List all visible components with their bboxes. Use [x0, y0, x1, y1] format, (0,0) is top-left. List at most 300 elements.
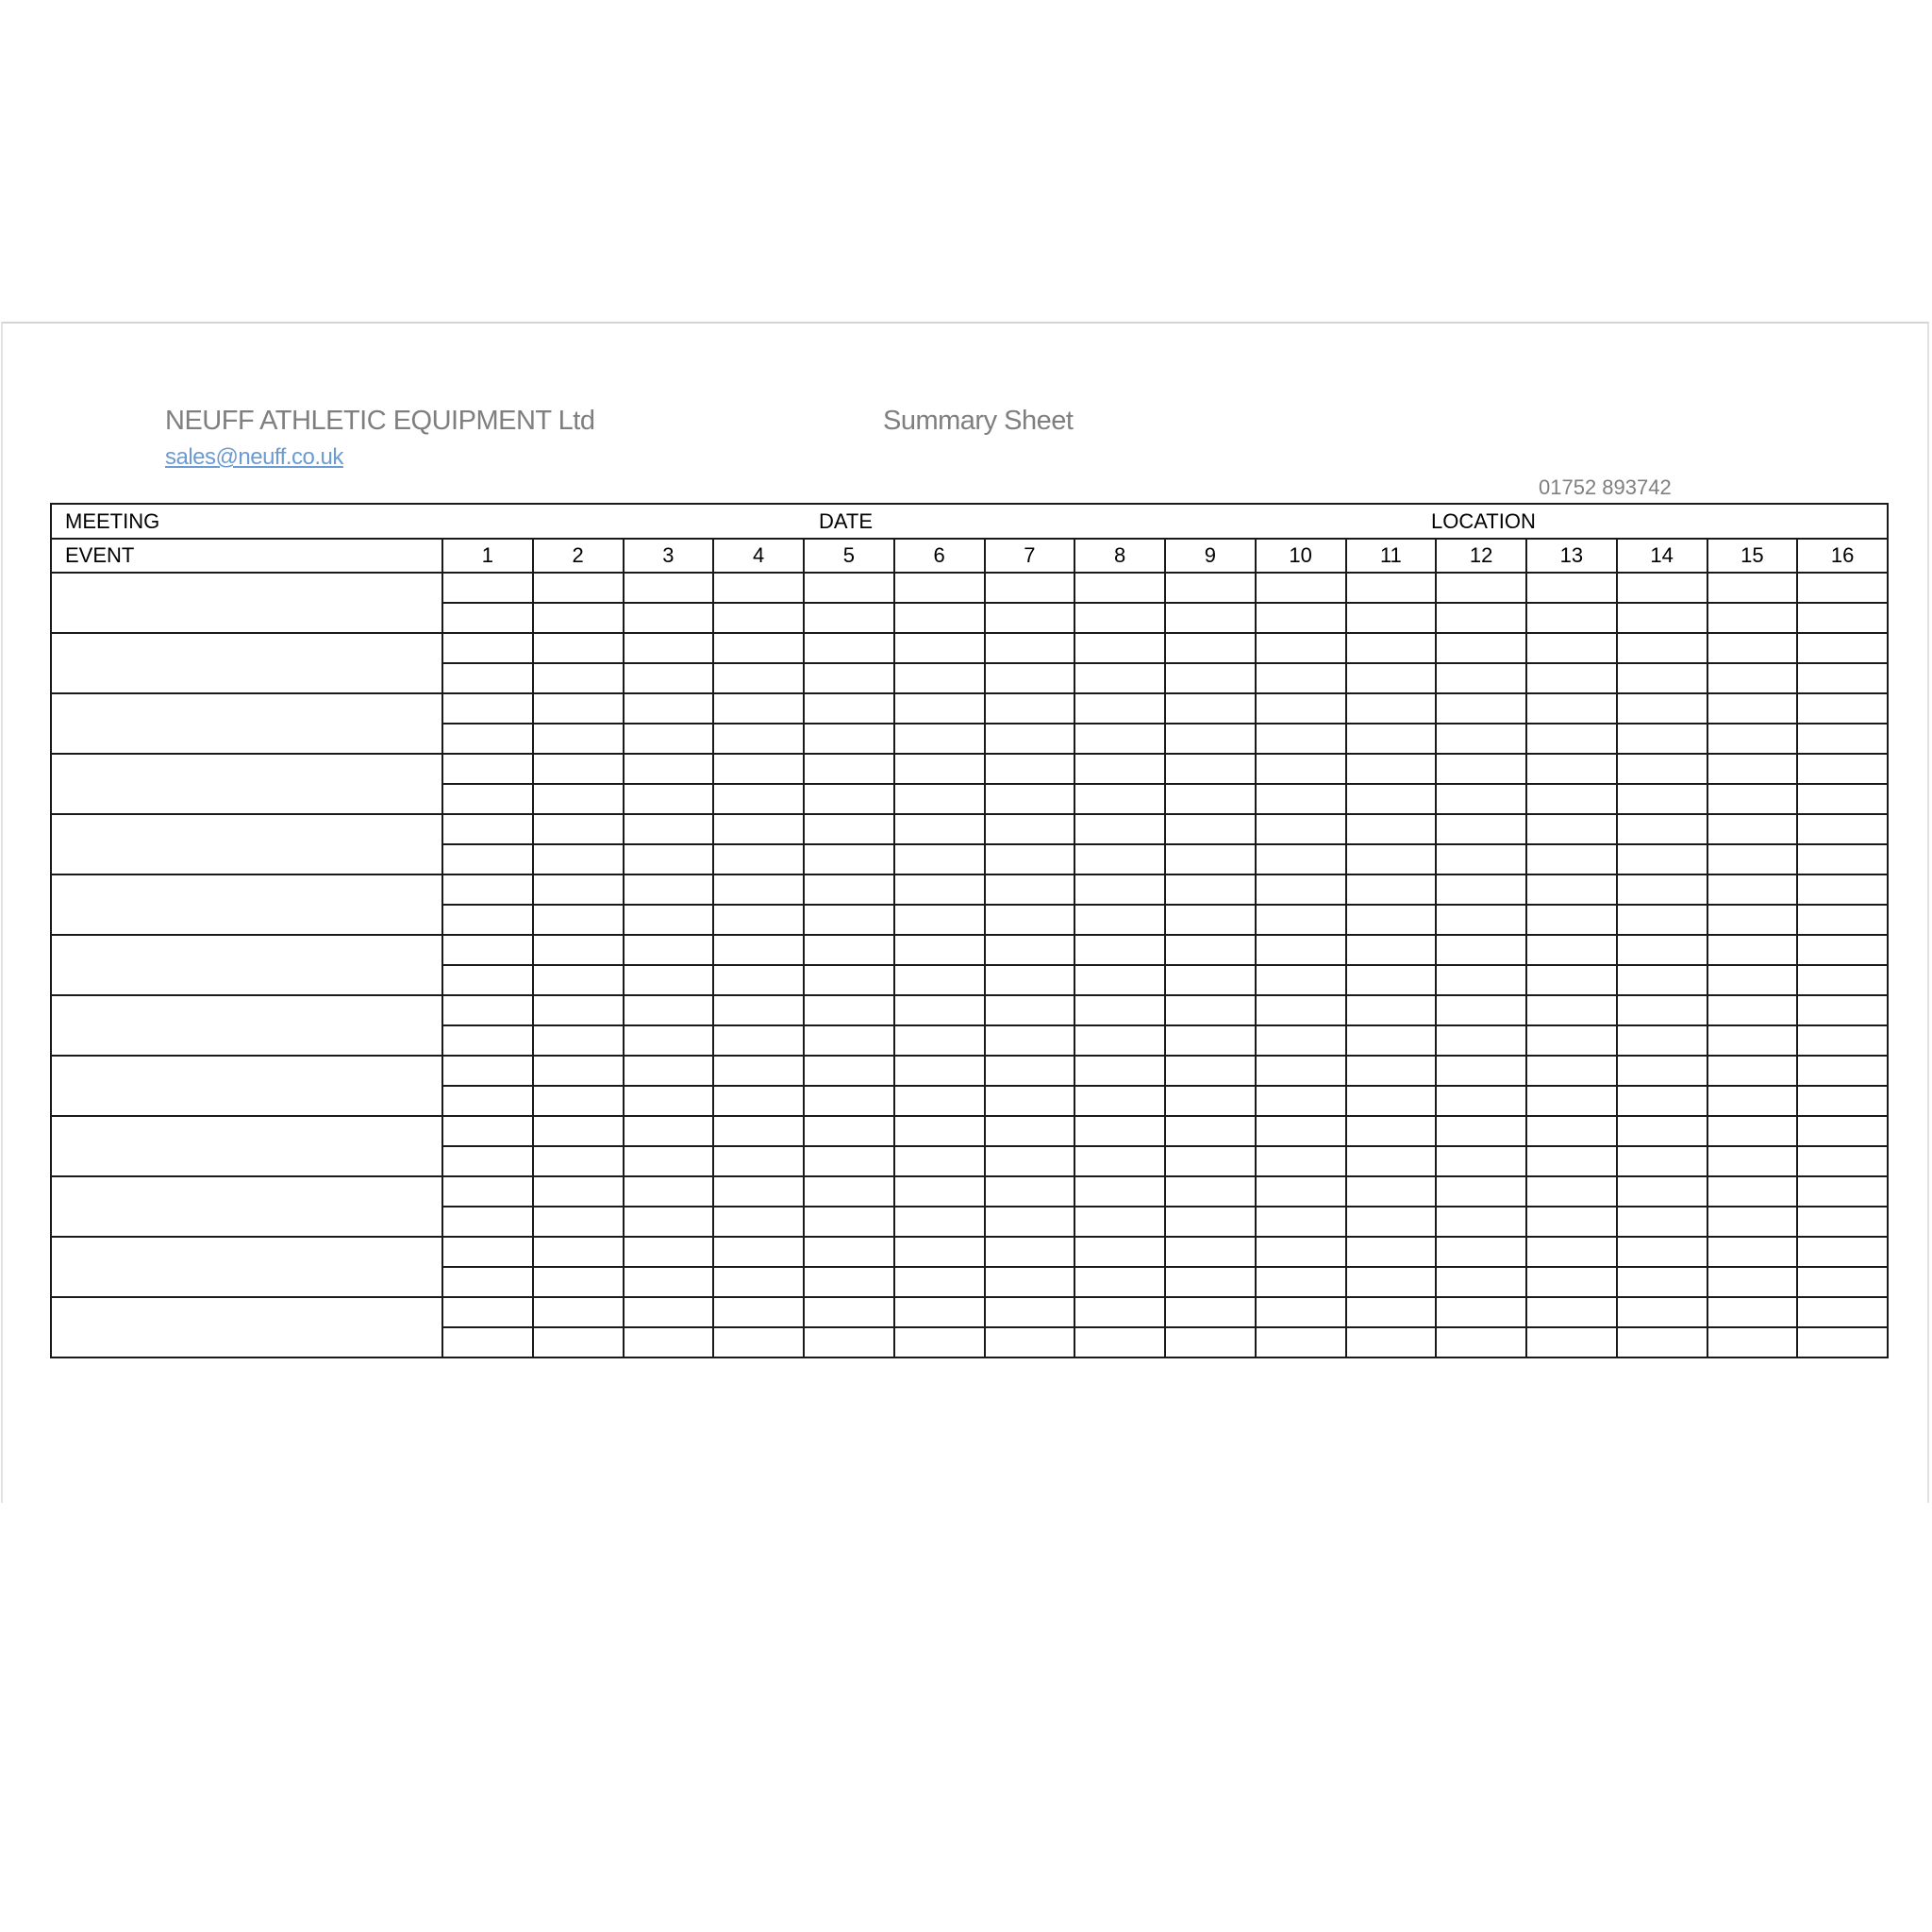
- score-cell[interactable]: [1256, 1086, 1346, 1116]
- score-cell[interactable]: [442, 724, 533, 754]
- score-cell[interactable]: [533, 693, 624, 724]
- score-cell[interactable]: [533, 905, 624, 935]
- score-cell[interactable]: [533, 1056, 624, 1086]
- score-cell[interactable]: [1346, 905, 1437, 935]
- score-cell[interactable]: [894, 633, 985, 663]
- score-cell[interactable]: [894, 995, 985, 1025]
- score-cell[interactable]: [1707, 965, 1798, 995]
- score-cell[interactable]: [1256, 1025, 1346, 1056]
- score-cell[interactable]: [1707, 573, 1798, 603]
- score-cell[interactable]: [1707, 1297, 1798, 1327]
- score-cell[interactable]: [1707, 693, 1798, 724]
- score-cell[interactable]: [1165, 663, 1256, 693]
- score-cell[interactable]: [1436, 935, 1526, 965]
- score-cell[interactable]: [1165, 633, 1256, 663]
- score-cell[interactable]: [1074, 844, 1165, 874]
- score-cell[interactable]: [533, 995, 624, 1025]
- score-cell[interactable]: [713, 844, 804, 874]
- score-cell[interactable]: [1797, 874, 1888, 905]
- score-cell[interactable]: [985, 1207, 1075, 1237]
- score-cell[interactable]: [624, 844, 714, 874]
- score-cell[interactable]: [1707, 754, 1798, 784]
- score-cell[interactable]: [442, 874, 533, 905]
- score-cell[interactable]: [1165, 784, 1256, 814]
- score-cell[interactable]: [1165, 1207, 1256, 1237]
- score-cell[interactable]: [894, 1056, 985, 1086]
- score-cell[interactable]: [985, 1086, 1075, 1116]
- score-cell[interactable]: [985, 633, 1075, 663]
- score-cell[interactable]: [985, 874, 1075, 905]
- score-cell[interactable]: [442, 1086, 533, 1116]
- score-cell[interactable]: [1165, 603, 1256, 633]
- score-cell[interactable]: [1436, 754, 1526, 784]
- score-cell[interactable]: [1617, 844, 1707, 874]
- score-cell[interactable]: [1346, 1086, 1437, 1116]
- score-cell[interactable]: [985, 1176, 1075, 1207]
- score-cell[interactable]: [1165, 1146, 1256, 1176]
- score-cell[interactable]: [1526, 754, 1617, 784]
- score-cell[interactable]: [1074, 1116, 1165, 1146]
- score-cell[interactable]: [624, 1297, 714, 1327]
- score-cell[interactable]: [713, 603, 804, 633]
- score-cell[interactable]: [1256, 874, 1346, 905]
- score-cell[interactable]: [1256, 1176, 1346, 1207]
- score-cell[interactable]: [442, 784, 533, 814]
- score-cell[interactable]: [804, 1267, 894, 1297]
- score-cell[interactable]: [1707, 1207, 1798, 1237]
- score-cell[interactable]: [1256, 1237, 1346, 1267]
- score-cell[interactable]: [1346, 814, 1437, 844]
- score-cell[interactable]: [985, 754, 1075, 784]
- score-cell[interactable]: [1436, 603, 1526, 633]
- score-cell[interactable]: [1707, 1116, 1798, 1146]
- score-cell[interactable]: [1436, 1297, 1526, 1327]
- score-cell[interactable]: [985, 724, 1075, 754]
- score-cell[interactable]: [1436, 1327, 1526, 1357]
- score-cell[interactable]: [1346, 844, 1437, 874]
- score-cell[interactable]: [985, 1116, 1075, 1146]
- score-cell[interactable]: [1617, 1086, 1707, 1116]
- score-cell[interactable]: [1436, 995, 1526, 1025]
- score-cell[interactable]: [894, 844, 985, 874]
- score-cell[interactable]: [1797, 1086, 1888, 1116]
- score-cell[interactable]: [713, 573, 804, 603]
- score-cell[interactable]: [533, 603, 624, 633]
- score-cell[interactable]: [1346, 1146, 1437, 1176]
- score-cell[interactable]: [1346, 1207, 1437, 1237]
- event-name-cell[interactable]: [51, 1116, 442, 1176]
- score-cell[interactable]: [804, 754, 894, 784]
- score-cell[interactable]: [804, 874, 894, 905]
- score-cell[interactable]: [1074, 663, 1165, 693]
- score-cell[interactable]: [1074, 965, 1165, 995]
- score-cell[interactable]: [713, 724, 804, 754]
- score-cell[interactable]: [1526, 1327, 1617, 1357]
- score-cell[interactable]: [894, 573, 985, 603]
- score-cell[interactable]: [1346, 935, 1437, 965]
- score-cell[interactable]: [1707, 784, 1798, 814]
- score-cell[interactable]: [1526, 1025, 1617, 1056]
- score-cell[interactable]: [894, 1086, 985, 1116]
- score-cell[interactable]: [624, 1237, 714, 1267]
- score-cell[interactable]: [442, 1267, 533, 1297]
- score-cell[interactable]: [1797, 693, 1888, 724]
- score-cell[interactable]: [894, 935, 985, 965]
- score-cell[interactable]: [804, 603, 894, 633]
- score-cell[interactable]: [1617, 1025, 1707, 1056]
- score-cell[interactable]: [624, 784, 714, 814]
- score-cell[interactable]: [1797, 1267, 1888, 1297]
- score-cell[interactable]: [894, 1297, 985, 1327]
- score-cell[interactable]: [1707, 1327, 1798, 1357]
- score-cell[interactable]: [804, 1297, 894, 1327]
- score-cell[interactable]: [1436, 1176, 1526, 1207]
- score-cell[interactable]: [1707, 724, 1798, 754]
- score-cell[interactable]: [804, 1086, 894, 1116]
- score-cell[interactable]: [1526, 814, 1617, 844]
- score-cell[interactable]: [804, 1176, 894, 1207]
- score-cell[interactable]: [1617, 1176, 1707, 1207]
- score-cell[interactable]: [1256, 573, 1346, 603]
- score-cell[interactable]: [1346, 1267, 1437, 1297]
- score-cell[interactable]: [624, 573, 714, 603]
- score-cell[interactable]: [1346, 1116, 1437, 1146]
- score-cell[interactable]: [713, 693, 804, 724]
- event-name-cell[interactable]: [51, 935, 442, 995]
- score-cell[interactable]: [1707, 1267, 1798, 1297]
- score-cell[interactable]: [1346, 1176, 1437, 1207]
- score-cell[interactable]: [1526, 1207, 1617, 1237]
- score-cell[interactable]: [1436, 1146, 1526, 1176]
- score-cell[interactable]: [1165, 1267, 1256, 1297]
- score-cell[interactable]: [1707, 1025, 1798, 1056]
- score-cell[interactable]: [1346, 573, 1437, 603]
- score-cell[interactable]: [804, 573, 894, 603]
- meeting-cell[interactable]: [51, 504, 1888, 539]
- score-cell[interactable]: [1526, 1297, 1617, 1327]
- score-cell[interactable]: [1797, 1146, 1888, 1176]
- score-cell[interactable]: [1346, 1056, 1437, 1086]
- score-cell[interactable]: [624, 693, 714, 724]
- score-cell[interactable]: [1074, 754, 1165, 784]
- score-cell[interactable]: [894, 1116, 985, 1146]
- score-cell[interactable]: [1074, 1176, 1165, 1207]
- score-cell[interactable]: [1074, 573, 1165, 603]
- score-cell[interactable]: [1165, 1086, 1256, 1116]
- score-cell[interactable]: [713, 874, 804, 905]
- score-cell[interactable]: [1074, 603, 1165, 633]
- score-cell[interactable]: [894, 784, 985, 814]
- score-cell[interactable]: [804, 965, 894, 995]
- score-cell[interactable]: [1074, 1086, 1165, 1116]
- score-cell[interactable]: [1617, 1237, 1707, 1267]
- score-cell[interactable]: [985, 1297, 1075, 1327]
- score-cell[interactable]: [1526, 935, 1617, 965]
- score-cell[interactable]: [1165, 844, 1256, 874]
- score-cell[interactable]: [894, 814, 985, 844]
- score-cell[interactable]: [1526, 1056, 1617, 1086]
- score-cell[interactable]: [1436, 1025, 1526, 1056]
- score-cell[interactable]: [713, 935, 804, 965]
- score-cell[interactable]: [1526, 633, 1617, 663]
- score-cell[interactable]: [894, 874, 985, 905]
- score-cell[interactable]: [442, 1327, 533, 1357]
- score-cell[interactable]: [1436, 1086, 1526, 1116]
- score-cell[interactable]: [894, 1176, 985, 1207]
- score-cell[interactable]: [1617, 693, 1707, 724]
- score-cell[interactable]: [1707, 633, 1798, 663]
- score-cell[interactable]: [533, 874, 624, 905]
- score-cell[interactable]: [894, 1267, 985, 1297]
- score-cell[interactable]: [1526, 965, 1617, 995]
- score-cell[interactable]: [894, 1146, 985, 1176]
- score-cell[interactable]: [713, 1267, 804, 1297]
- score-cell[interactable]: [624, 1086, 714, 1116]
- score-cell[interactable]: [1346, 965, 1437, 995]
- score-cell[interactable]: [804, 1116, 894, 1146]
- score-cell[interactable]: [894, 1237, 985, 1267]
- score-cell[interactable]: [624, 1025, 714, 1056]
- score-cell[interactable]: [442, 1116, 533, 1146]
- score-cell[interactable]: [1707, 1086, 1798, 1116]
- score-cell[interactable]: [804, 1327, 894, 1357]
- score-cell[interactable]: [713, 663, 804, 693]
- score-cell[interactable]: [624, 603, 714, 633]
- score-cell[interactable]: [1526, 905, 1617, 935]
- score-cell[interactable]: [804, 724, 894, 754]
- score-cell[interactable]: [442, 1297, 533, 1327]
- score-cell[interactable]: [1074, 814, 1165, 844]
- score-cell[interactable]: [985, 844, 1075, 874]
- score-cell[interactable]: [533, 814, 624, 844]
- score-cell[interactable]: [713, 995, 804, 1025]
- score-cell[interactable]: [442, 844, 533, 874]
- score-cell[interactable]: [1165, 935, 1256, 965]
- score-cell[interactable]: [1074, 1327, 1165, 1357]
- score-cell[interactable]: [1707, 603, 1798, 633]
- score-cell[interactable]: [1707, 1146, 1798, 1176]
- score-cell[interactable]: [1526, 603, 1617, 633]
- score-cell[interactable]: [1797, 573, 1888, 603]
- score-cell[interactable]: [624, 1116, 714, 1146]
- score-cell[interactable]: [1346, 603, 1437, 633]
- score-cell[interactable]: [533, 935, 624, 965]
- score-cell[interactable]: [1436, 724, 1526, 754]
- score-cell[interactable]: [1256, 693, 1346, 724]
- score-cell[interactable]: [1797, 844, 1888, 874]
- score-cell[interactable]: [804, 814, 894, 844]
- score-cell[interactable]: [1526, 784, 1617, 814]
- score-cell[interactable]: [1797, 1116, 1888, 1146]
- score-cell[interactable]: [894, 965, 985, 995]
- score-cell[interactable]: [1074, 1146, 1165, 1176]
- score-cell[interactable]: [985, 784, 1075, 814]
- score-cell[interactable]: [1256, 1207, 1346, 1237]
- score-cell[interactable]: [804, 1207, 894, 1237]
- score-cell[interactable]: [1074, 935, 1165, 965]
- score-cell[interactable]: [1526, 1086, 1617, 1116]
- score-cell[interactable]: [1436, 1267, 1526, 1297]
- score-cell[interactable]: [1526, 1146, 1617, 1176]
- email-link[interactable]: sales@neuff.co.uk: [165, 444, 343, 470]
- score-cell[interactable]: [1256, 1327, 1346, 1357]
- score-cell[interactable]: [1256, 814, 1346, 844]
- score-cell[interactable]: [1256, 935, 1346, 965]
- score-cell[interactable]: [1256, 724, 1346, 754]
- score-cell[interactable]: [442, 1025, 533, 1056]
- score-cell[interactable]: [1346, 1327, 1437, 1357]
- score-cell[interactable]: [533, 844, 624, 874]
- score-cell[interactable]: [1797, 814, 1888, 844]
- score-cell[interactable]: [1074, 1056, 1165, 1086]
- score-cell[interactable]: [442, 1146, 533, 1176]
- score-cell[interactable]: [533, 663, 624, 693]
- score-cell[interactable]: [533, 633, 624, 663]
- score-cell[interactable]: [713, 1116, 804, 1146]
- score-cell[interactable]: [1797, 1176, 1888, 1207]
- score-cell[interactable]: [985, 1056, 1075, 1086]
- score-cell[interactable]: [985, 995, 1075, 1025]
- score-cell[interactable]: [1617, 965, 1707, 995]
- score-cell[interactable]: [442, 1207, 533, 1237]
- score-cell[interactable]: [1617, 754, 1707, 784]
- score-cell[interactable]: [1165, 1297, 1256, 1327]
- score-cell[interactable]: [894, 905, 985, 935]
- score-cell[interactable]: [1256, 1146, 1346, 1176]
- score-cell[interactable]: [533, 1086, 624, 1116]
- score-cell[interactable]: [1797, 935, 1888, 965]
- score-cell[interactable]: [624, 1327, 714, 1357]
- score-cell[interactable]: [624, 633, 714, 663]
- score-cell[interactable]: [1346, 754, 1437, 784]
- score-cell[interactable]: [1074, 1025, 1165, 1056]
- score-cell[interactable]: [1707, 905, 1798, 935]
- score-cell[interactable]: [1617, 1327, 1707, 1357]
- score-cell[interactable]: [442, 754, 533, 784]
- score-cell[interactable]: [713, 814, 804, 844]
- score-cell[interactable]: [1526, 844, 1617, 874]
- score-cell[interactable]: [442, 1176, 533, 1207]
- score-cell[interactable]: [1797, 1025, 1888, 1056]
- score-cell[interactable]: [1256, 633, 1346, 663]
- score-cell[interactable]: [1617, 663, 1707, 693]
- score-cell[interactable]: [1617, 905, 1707, 935]
- score-cell[interactable]: [1346, 1237, 1437, 1267]
- score-cell[interactable]: [442, 905, 533, 935]
- score-cell[interactable]: [1707, 663, 1798, 693]
- score-cell[interactable]: [1526, 1267, 1617, 1297]
- score-cell[interactable]: [533, 1267, 624, 1297]
- score-cell[interactable]: [713, 1056, 804, 1086]
- score-cell[interactable]: [1617, 1146, 1707, 1176]
- score-cell[interactable]: [1617, 1267, 1707, 1297]
- score-cell[interactable]: [894, 1327, 985, 1357]
- score-cell[interactable]: [1165, 905, 1256, 935]
- score-cell[interactable]: [894, 693, 985, 724]
- score-cell[interactable]: [1074, 724, 1165, 754]
- score-cell[interactable]: [533, 724, 624, 754]
- score-cell[interactable]: [624, 1267, 714, 1297]
- score-cell[interactable]: [713, 1086, 804, 1116]
- score-cell[interactable]: [1797, 995, 1888, 1025]
- score-cell[interactable]: [985, 1025, 1075, 1056]
- score-cell[interactable]: [713, 1146, 804, 1176]
- score-cell[interactable]: [985, 1237, 1075, 1267]
- score-cell[interactable]: [533, 1327, 624, 1357]
- score-cell[interactable]: [1707, 814, 1798, 844]
- score-cell[interactable]: [1256, 1116, 1346, 1146]
- score-cell[interactable]: [1436, 1237, 1526, 1267]
- score-cell[interactable]: [985, 573, 1075, 603]
- score-cell[interactable]: [1165, 1327, 1256, 1357]
- score-cell[interactable]: [1436, 844, 1526, 874]
- score-cell[interactable]: [1707, 995, 1798, 1025]
- score-cell[interactable]: [1074, 1267, 1165, 1297]
- score-cell[interactable]: [1074, 693, 1165, 724]
- score-cell[interactable]: [894, 663, 985, 693]
- score-cell[interactable]: [1346, 784, 1437, 814]
- score-cell[interactable]: [533, 754, 624, 784]
- score-cell[interactable]: [713, 1176, 804, 1207]
- score-cell[interactable]: [1617, 573, 1707, 603]
- score-cell[interactable]: [442, 995, 533, 1025]
- score-cell[interactable]: [1436, 693, 1526, 724]
- score-cell[interactable]: [1797, 1056, 1888, 1086]
- score-cell[interactable]: [1074, 995, 1165, 1025]
- score-cell[interactable]: [804, 844, 894, 874]
- score-cell[interactable]: [442, 814, 533, 844]
- score-cell[interactable]: [1165, 1116, 1256, 1146]
- score-cell[interactable]: [1074, 1237, 1165, 1267]
- score-cell[interactable]: [804, 1146, 894, 1176]
- score-cell[interactable]: [985, 814, 1075, 844]
- score-cell[interactable]: [1165, 1025, 1256, 1056]
- score-cell[interactable]: [713, 784, 804, 814]
- score-cell[interactable]: [804, 663, 894, 693]
- score-cell[interactable]: [1346, 1297, 1437, 1327]
- score-cell[interactable]: [1797, 1297, 1888, 1327]
- score-cell[interactable]: [1436, 874, 1526, 905]
- score-cell[interactable]: [1165, 693, 1256, 724]
- score-cell[interactable]: [1165, 1056, 1256, 1086]
- score-cell[interactable]: [624, 754, 714, 784]
- score-cell[interactable]: [533, 1176, 624, 1207]
- score-cell[interactable]: [533, 1297, 624, 1327]
- score-cell[interactable]: [1797, 754, 1888, 784]
- score-cell[interactable]: [442, 663, 533, 693]
- score-cell[interactable]: [1617, 935, 1707, 965]
- score-cell[interactable]: [624, 1146, 714, 1176]
- score-cell[interactable]: [1617, 1116, 1707, 1146]
- score-cell[interactable]: [1256, 905, 1346, 935]
- score-cell[interactable]: [1797, 784, 1888, 814]
- event-name-cell[interactable]: [51, 814, 442, 874]
- score-cell[interactable]: [804, 1056, 894, 1086]
- score-cell[interactable]: [985, 663, 1075, 693]
- score-cell[interactable]: [624, 995, 714, 1025]
- score-cell[interactable]: [442, 965, 533, 995]
- score-cell[interactable]: [713, 965, 804, 995]
- score-cell[interactable]: [1797, 905, 1888, 935]
- score-cell[interactable]: [713, 1327, 804, 1357]
- score-cell[interactable]: [533, 1146, 624, 1176]
- score-cell[interactable]: [1074, 905, 1165, 935]
- score-cell[interactable]: [624, 965, 714, 995]
- score-cell[interactable]: [985, 1327, 1075, 1357]
- score-cell[interactable]: [1526, 573, 1617, 603]
- event-name-cell[interactable]: [51, 874, 442, 935]
- score-cell[interactable]: [1346, 693, 1437, 724]
